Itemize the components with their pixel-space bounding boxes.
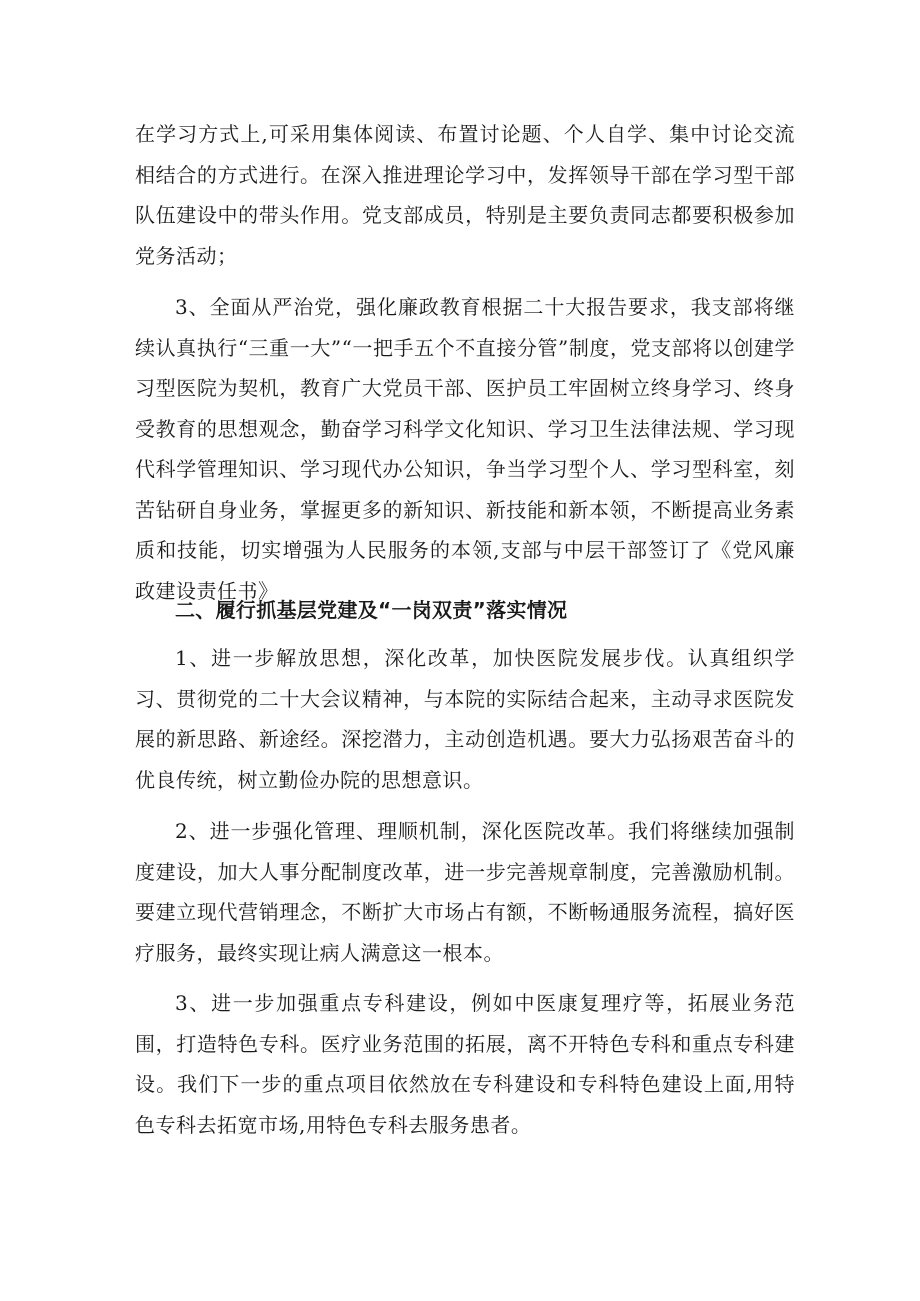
paragraph-emancipate-thinking: 1、进一步解放思想，深化改革，加快医院发展步伐。认真组织学习、贯彻党的二十大会议精神，与本院的实际结合起来，主动寻求医院发展的新思路、新途经。深挖潜力，主动创造机遇。要大力弘扬艰苦奋斗的优良传统，树立勤俭办院的思想意识。 [135, 646, 795, 792]
paragraph-study-methods: 在学习方式上,可采用集体阅读、布置讨论题、个人自学、集中讨论交流相结合的方式进行。在深入推进理论学习中，发挥领导干部在学习型干部队伍建设中的带头作用。党支部成员，特别是主要负责同志都要积极参加党务活动； [135, 122, 795, 268]
paragraph-strengthen-management: 2、进一步强化管理、理顺机制，深化医院改革。我们将继续加强制度建设，加大人事分配制度改革，进一步完善规章制度，完善激励机制。要建立现代营销理念，不断扩大市场占有额，不断畅通服务流程，搞好医疗服务，最终实现让病人满意这一根本。 [135, 819, 795, 965]
section-heading: 二、履行抓基层党建及“一岗双责”落实情况 [175, 598, 568, 622]
paragraph-anti-corruption: 3、全面从严治党，强化廉政教育根据二十大报告要求，我支部将继续认真执行“三重一大”“一把手五个不直接分管”制度，党支部将以创建学习型医院为契机，教育广大党员干部、医护员工牢固树立终身学习、终身受教育的思想观念，勤奋学习科学文化知识、学习卫生法律法规、学习现代科学管理知识、学习现代办公知识，争当学习型个人、学习型科室，刻苦钻研自身业务，掌握更多的新知识、新技能和新本领，不断提高业务素质和技能，切实增强为人民服务的本领,支部与中层干部签订了《党风廉政建设责任书》 [135, 295, 795, 603]
paragraph-specialty-construction: 3、进一步加强重点专科建设，例如中医康复理疗等，拓展业务范围，打造特色专科。医疗业务范围的拓展，离不开特色专科和重点专科建设。我们下一步的重点项目依然放在专科建设和专科特色建设上面,用特色专科去拓宽市场,用特色专科去服务患者。 [135, 991, 795, 1137]
